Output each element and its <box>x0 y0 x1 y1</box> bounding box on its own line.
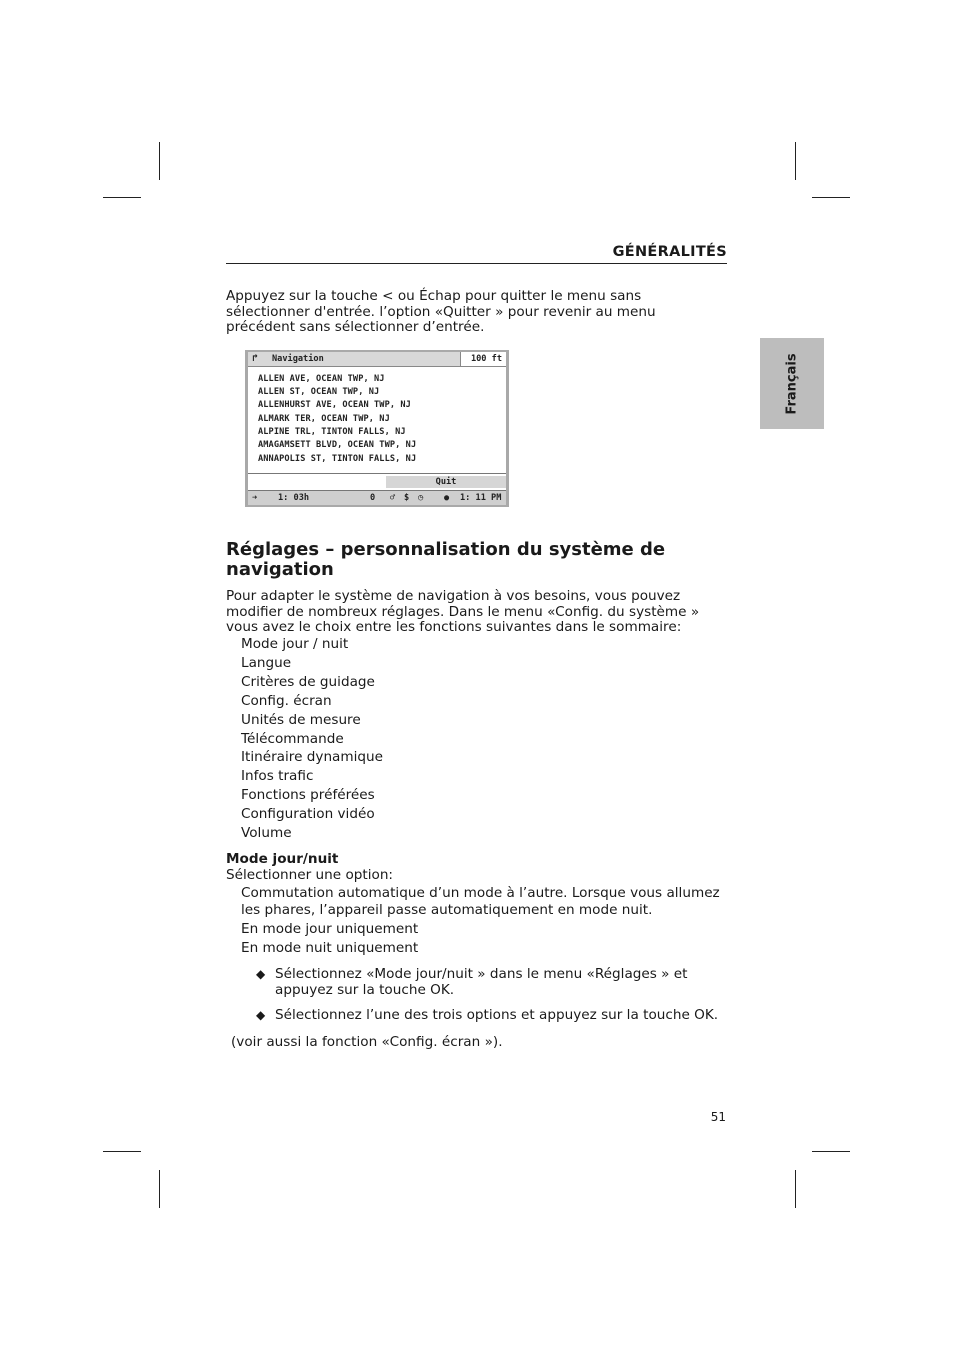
screen-title: Navigation <box>272 354 324 364</box>
mode-option-night: En mode nuit uniquement <box>241 940 419 956</box>
street-list-item[interactable]: ALMARK TER, OCEAN TWP, NJ <box>258 414 390 424</box>
street-list-item[interactable]: ANNAPOLIS ST, TINTON FALLS, NJ <box>258 454 417 464</box>
quit-button[interactable]: Quit <box>386 476 506 488</box>
mode-option-day: En mode jour uniquement <box>241 921 419 937</box>
crop-mark <box>795 1170 796 1208</box>
diamond-bullet-icon: ◆ <box>256 1008 266 1022</box>
menu-list-item: Télécommande <box>241 731 344 747</box>
clock-icon: ◷ <box>418 493 424 503</box>
direction-arrow-icon: ➜ <box>252 493 258 503</box>
crop-mark <box>159 1170 160 1208</box>
street-list-item[interactable]: ALLENHURST AVE, OCEAN TWP, NJ <box>258 400 411 410</box>
language-tab-label: Français <box>784 352 800 415</box>
navigation-screen <box>245 350 509 507</box>
mode-prompt: Sélectionner une option: <box>226 867 394 883</box>
turn-arrow-icon: ↱ <box>252 353 259 364</box>
street-list-item[interactable]: ALLEN AVE, OCEAN TWP, NJ <box>258 374 385 384</box>
intro-paragraph: Appuyez sur la touche < ou Échap pour quitter le menu sans sélectionner d'entrée. l’option «Quitter » pour revenir au menu précédent sans sélectionner d’entrée. <box>226 288 656 336</box>
crop-mark <box>159 142 160 180</box>
mode-option-auto-line1: Commutation automatique d’un mode à l’autre. Lorsque vous allumez <box>241 885 720 901</box>
menu-list-item: Config. écran <box>241 693 332 709</box>
step-text: Sélectionnez l’une des trois options et appuyez sur la touche OK. <box>275 1007 719 1023</box>
clock-time: 1: 11 PM <box>460 493 502 503</box>
dot-icon: ● <box>444 493 450 503</box>
toll-icon: $ <box>404 493 410 503</box>
menu-list-item: Critères de guidage <box>241 674 375 690</box>
menu-list-item: Volume <box>241 825 292 841</box>
crop-mark <box>812 1151 850 1152</box>
language-tab <box>760 338 824 429</box>
diamond-bullet-icon: ◆ <box>256 967 266 981</box>
step-text: Sélectionnez «Mode jour/nuit » dans le menu «Réglages » et appuyez sur la touche OK. <box>275 966 688 999</box>
distance-readout: 100 ft <box>460 352 506 366</box>
section-title: Réglages – personnalisation du système de navigation <box>226 539 666 580</box>
page-number: 51 <box>710 1110 726 1124</box>
menu-list-item: Mode jour / nuit <box>241 636 349 652</box>
crop-mark <box>795 142 796 180</box>
street-list-item[interactable]: ALPINE TRL, TINTON FALLS, NJ <box>258 427 406 437</box>
screen-display <box>248 352 506 504</box>
status-count: 0 <box>370 493 376 503</box>
header-rule <box>226 263 727 264</box>
menu-list-item: Fonctions préférées <box>241 787 375 803</box>
section-intro: Pour adapter le système de navigation à vos besoins, vous pouvez modifier de nombreux réglages. Dans le menu «Config. du système » vous avez le choix entre les fonctions suivantes dans le sommaire: <box>226 588 700 636</box>
menu-list-item: Unités de mesure <box>241 712 361 728</box>
mode-heading: Mode jour/nuit <box>226 851 339 867</box>
menu-list-item: Langue <box>241 655 292 671</box>
note-text: (voir aussi la fonction «Config. écran »). <box>231 1034 503 1050</box>
menu-list-item: Configuration vidéo <box>241 806 375 822</box>
section-header: GÉNÉRALITÉS <box>612 244 727 260</box>
crop-mark <box>103 197 141 198</box>
route-icon: ♂ <box>390 493 396 503</box>
crop-mark <box>812 197 850 198</box>
mode-option-auto-line2: les phares, l’appareil passe automatiquement en mode nuit. <box>241 902 653 918</box>
quit-bar <box>248 473 506 490</box>
street-list-item[interactable]: AMAGAMSETT BLVD, OCEAN TWP, NJ <box>258 440 417 450</box>
status-bar <box>248 490 506 505</box>
street-list-item[interactable]: ALLEN ST, OCEAN TWP, NJ <box>258 387 380 397</box>
menu-list-item: Itinéraire dynamique <box>241 749 384 765</box>
menu-list-item: Infos trafic <box>241 768 314 784</box>
screen-title-bar <box>248 352 506 367</box>
crop-mark <box>103 1151 141 1152</box>
travel-time: 1: 03h <box>278 493 310 503</box>
